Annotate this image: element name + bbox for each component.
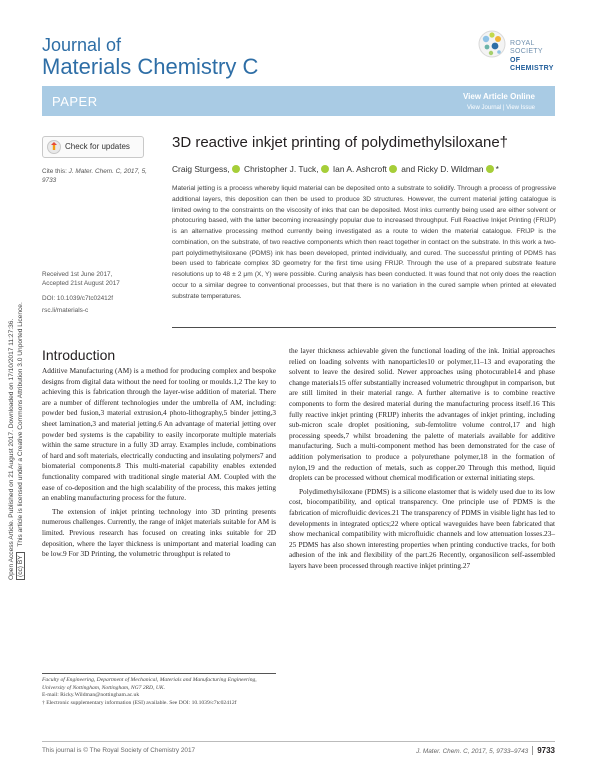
author-name[interactable]: Craig Sturgess, xyxy=(172,164,230,174)
check-updates-icon xyxy=(47,140,61,154)
body-paragraph: the layer thickness achievable given the functional loading of the ink. Initial approaches relied on loading solvents with nanoparticles10 or polymer,11–13 and evaporating the solvent to leave the desired solid. Newer approaches using photocurable14 and phase change materials15 offer substantially increased volumetric throughput in comparison, but are still limited in their material range. A further alternative is to combine reactive components to form the desired material during the manufacturing process itself.16 This fully reactive inkjet printing (FRIJP) inherits the advantages of inkjet printing, including sub-micron scale droplet positioning, sub-femtolitre volume control,17 and high processing speeds,7 whilst broadening the palette of materials available for additive manufacturing. Such a multi-component method has been demonstrated for the case of addition polymerisation to produce a polyurethane polymer,18 in the formation of nylon,19 and the reduction of metals, such as copper.20 Through this method, liquid droplets can be processed without chemical modification or external initiating steps. xyxy=(289,346,555,483)
esi-note[interactable]: † Electronic supplementary information (ESI) available. See DOI: 10.1039/c7tc02412f xyxy=(42,699,237,706)
received-date: Received 1st June 2017, xyxy=(42,271,113,278)
publisher-logo-line1: ROYAL SOCIETY xyxy=(510,40,543,56)
abstract-divider xyxy=(172,327,556,328)
author-name[interactable]: and Ricky D. Wildman xyxy=(401,164,484,174)
orcid-icon[interactable] xyxy=(486,165,494,173)
page-number: 9733 xyxy=(532,746,555,755)
journal-name-line2: Materials Chemistry C xyxy=(42,53,259,79)
view-journal-issue-link[interactable]: View Journal | View Issue xyxy=(466,105,535,111)
view-article-online-link[interactable]: View Article Online xyxy=(462,92,535,101)
body-column-right xyxy=(289,346,555,571)
doi[interactable]: DOI: 10.1039/c7tc02412f xyxy=(42,295,114,302)
publisher-logo-text xyxy=(510,40,564,74)
citation-info xyxy=(42,167,160,185)
citation-label: Cite this: xyxy=(42,168,67,175)
copyright-notice: This journal is © The Royal Society of Chemistry 2017 xyxy=(42,747,196,754)
check-for-updates-button[interactable] xyxy=(42,136,144,158)
rsc-emblem-icon xyxy=(476,24,510,64)
footer-divider xyxy=(42,741,555,742)
footnote-divider xyxy=(42,673,276,674)
licence-text[interactable]: This article is licensed under a Creative Commons Attribution 3.0 Unported Licence. xyxy=(16,302,24,547)
footer-citation: J. Mater. Chem. C, 2017, 5, 9733–9743 xyxy=(416,748,529,755)
journal-website-link[interactable]: rsc.li/materials-c xyxy=(42,307,89,314)
article-type-banner xyxy=(42,86,555,116)
article-type-label: PAPER xyxy=(52,94,98,109)
orcid-icon[interactable] xyxy=(321,165,329,173)
journal-name xyxy=(42,36,258,78)
open-access-line: Open Access Article. Published on 21 August 2017. Downloaded on 17/10/2017 11:27:36. xyxy=(8,318,15,580)
author-list xyxy=(172,164,499,174)
author-name[interactable]: Ian A. Ashcroft xyxy=(332,164,387,174)
publisher-logo xyxy=(476,24,564,76)
page-footer-citation xyxy=(416,746,555,755)
cc-by-badge[interactable]: (cc) BY xyxy=(16,552,25,580)
body-paragraph: Additive Manufacturing (AM) is a method for producing complex and bespoke designs from digital data without the need for tooling or moulds.1,2 The key to achieving this is fabrication through the layer-wise addition of material. There are a number of different technologies under the umbrella of AM, including: powder bed fusion,3 material extrusion,4 photo-lithography,5 binder jetting,3 sheet lamination,3 and material jetting.6 An advantage of material jetting over powder bed systems is the capability to easily incorporate multiple materials within the same structure in a fully 3D array. Examples include, combinations of hard and soft materials, electrically conducting and insulating polymers7 and biomaterial components.8 This multi-material capability enables extended functionality compared with traditional single material AM. Coupled with the ease of co-deposition and the high scalability of the process, this makes jetting an enabling manufacturing process for the future. xyxy=(42,366,276,503)
section-heading: Introduction xyxy=(42,347,116,363)
licence-line xyxy=(17,302,26,580)
citation-reference: J. Mater. Chem. C, 2017, 5, 9733 xyxy=(42,168,147,184)
author-name[interactable]: Christopher J. Tuck, xyxy=(244,164,319,174)
accepted-date: Accepted 21st August 2017 xyxy=(42,280,120,287)
check-for-updates-label: Check for updates xyxy=(65,142,130,151)
journal-name-line1: Journal of xyxy=(42,35,122,55)
orcid-icon[interactable] xyxy=(389,165,397,173)
corresponding-author-mark: * xyxy=(495,164,499,174)
article-history xyxy=(42,270,160,288)
footnotes xyxy=(42,677,276,707)
publisher-logo-line2: OF CHEMISTRY xyxy=(510,56,554,73)
body-column-left xyxy=(42,366,276,560)
body-paragraph: Polydimethylsiloxane (PDMS) is a silicone elastomer that is widely used due to its low cost, biocompatibility, and optical transparency. One principle use of PDMS is the fabrication of microfluidic devices.21 The transparency of PDMS in visible light has led to developments in integrated optics;22 where optical waveguides have been fabricated that show mechanical compatibility with microfluidic channels and low attenuation losses.23–25 PDMS has also shown interesting properties when printing conductive tracks, for both adhesion of the ink and flexibility of the part.26 Recently, organosilicon self-assembled layers have been processed through reactive inkjet printing.27 xyxy=(289,486,555,570)
open-access-notice xyxy=(8,160,38,580)
orcid-icon[interactable] xyxy=(232,165,240,173)
author-email[interactable]: E-mail: Ricky.Wildman@nottingham.ac.uk xyxy=(42,692,140,699)
article-title: 3D reactive inkjet printing of polydimethylsiloxane† xyxy=(172,134,509,151)
affiliation: Faculty of Engineering, Department of Mechanical, Materials and Manufacturing Engineering, University of Nottingham, Nottingham, NG7 2RD, UK. xyxy=(42,677,257,691)
body-paragraph: The extension of inkjet printing technology into 3D printing presents numerous challenges. Currently, the range of inkjet materials suitable for AM is limited. Previous research has focused on creating inks suitable for 2D deposition, where the layer thickness is unimportant and material loading can be low.9 For 3D Printing, the volumetric throughput is related to xyxy=(42,506,276,559)
abstract: Material jetting is a process whereby liquid material can be deposited onto a substrate to solidify. Through a process of progressive additional layers, this deposition can then be used to produce 3D structures. However, the current material jetting catalogue is limited owing to the constraints on the viscosity of inks that can be deposited. Most inks currently being used are either solvent or photocuring based, with the latter becoming increasingly popular due to increased throughput. Full Reactive Inkjet Printing (FRIJP) is an alternative processing method currently being investigated as a route to widen the material catalogue. FRIJP is the combination, on the substrate, of two reactive components which then react together in contact on the substrate. In this work a two-part polydimethylsiloxane (PDMS) ink has been developed, printed individually, and cured. The successful printing of PDMS has been used to fabricate complex 3D geometry for the first time using FRIJP. Through the use of a prepared substrate feature resolutions up to 48 ± 2 μm (X, Y) were possible. Curing analysis has been conducted. It was found that not only does the reaction occur to a similar degree to conventional processes, but that there is no variation in the cured sample when printed at elevated substrate temperatures. xyxy=(172,185,556,300)
